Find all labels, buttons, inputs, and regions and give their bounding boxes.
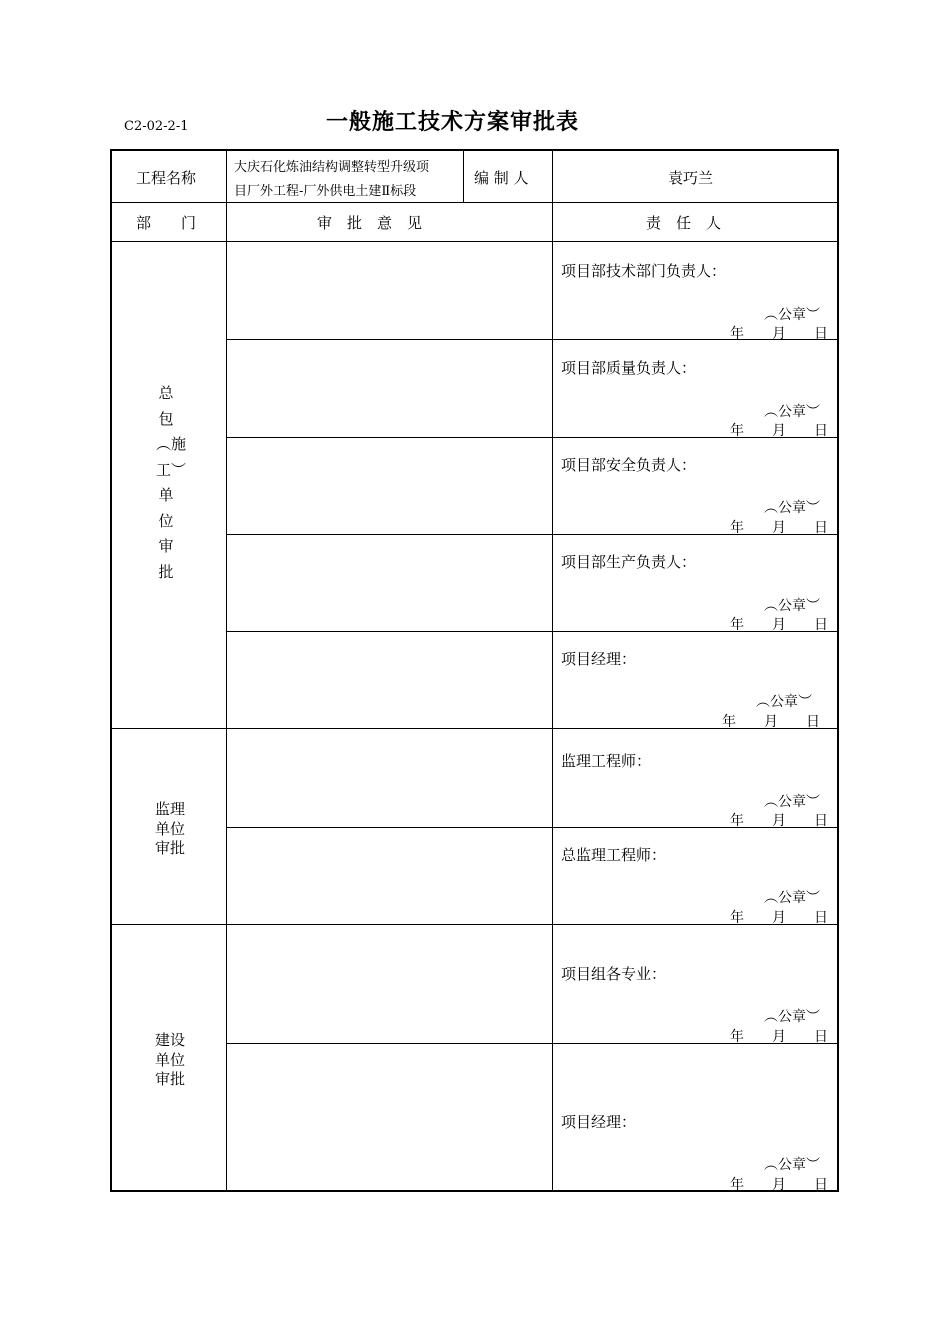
group-divider xyxy=(112,924,837,925)
responsible-role: 总监理工程师： xyxy=(561,846,667,864)
form-code: C2-02-2-1 xyxy=(124,119,189,134)
responsible-role: 项目部生产负责人： xyxy=(561,553,697,571)
col-divider-dept xyxy=(226,151,227,1190)
date-line: 年 月 日 xyxy=(730,326,828,342)
group-label-general-contractor: 总包︵施工︶单位审批 xyxy=(156,384,187,581)
project-name-label: 工程名称 xyxy=(136,169,197,187)
responsible-role: 项目部安全负责人： xyxy=(561,456,697,474)
date-line: 年 月 日 xyxy=(730,520,828,536)
responsible-header: 责 任 人 xyxy=(646,214,722,232)
group-label-owner: 建设 单位 审批 xyxy=(154,1031,185,1088)
responsible-role: 项目部质量负责人： xyxy=(561,359,697,377)
seal-mark: ︵公章︶ xyxy=(764,404,820,420)
seal-mark: ︵公章︶ xyxy=(764,890,820,906)
date-line: 年 月 日 xyxy=(730,423,828,439)
project-name-line1: 大庆石化炼油结构调整转型升级项 xyxy=(234,160,430,175)
seal-mark: ︵公章︶ xyxy=(764,500,820,516)
col-divider-editor xyxy=(463,151,464,202)
opinion-header: 审 批 意 见 xyxy=(317,214,423,232)
form-title: 一般施工技术方案审批表 xyxy=(326,110,580,135)
responsible-role: 项目经理： xyxy=(561,1113,637,1131)
dept-header: 部 门 xyxy=(136,214,197,232)
date-line: 年 月 日 xyxy=(730,1177,828,1193)
seal-mark: ︵公章︶ xyxy=(764,1157,820,1173)
date-line: 年 月 日 xyxy=(730,617,828,633)
responsible-role: 项目经理： xyxy=(561,650,637,668)
responsible-role: 项目部技术部门负责人： xyxy=(561,262,727,280)
date-line: 年 月 日 xyxy=(730,1029,828,1045)
col-divider-opinion xyxy=(552,151,553,1190)
editor-label: 编 制 人 xyxy=(474,169,529,187)
responsible-role: 项目组各专业： xyxy=(561,965,667,983)
group-label-supervision: 监理 单位 审批 xyxy=(154,800,185,857)
seal-mark: ︵公章︶ xyxy=(764,794,820,810)
seal-mark: ︵公章︶ xyxy=(764,307,820,323)
date-line: 年 月 日 xyxy=(722,714,820,730)
project-name-line2: 目厂外工程-厂外供电土建Ⅱ标段 xyxy=(234,184,417,199)
seal-mark: ︵公章︶ xyxy=(756,694,812,710)
editor-value: 袁巧兰 xyxy=(668,169,714,187)
row-divider-header xyxy=(112,202,837,203)
date-line: 年 月 日 xyxy=(730,910,828,926)
row-divider-columns xyxy=(112,241,837,242)
seal-mark: ︵公章︶ xyxy=(764,1009,820,1025)
responsible-role: 监理工程师： xyxy=(561,752,652,770)
seal-mark: ︵公章︶ xyxy=(764,598,820,614)
approval-table xyxy=(110,149,839,1192)
date-line: 年 月 日 xyxy=(730,813,828,829)
